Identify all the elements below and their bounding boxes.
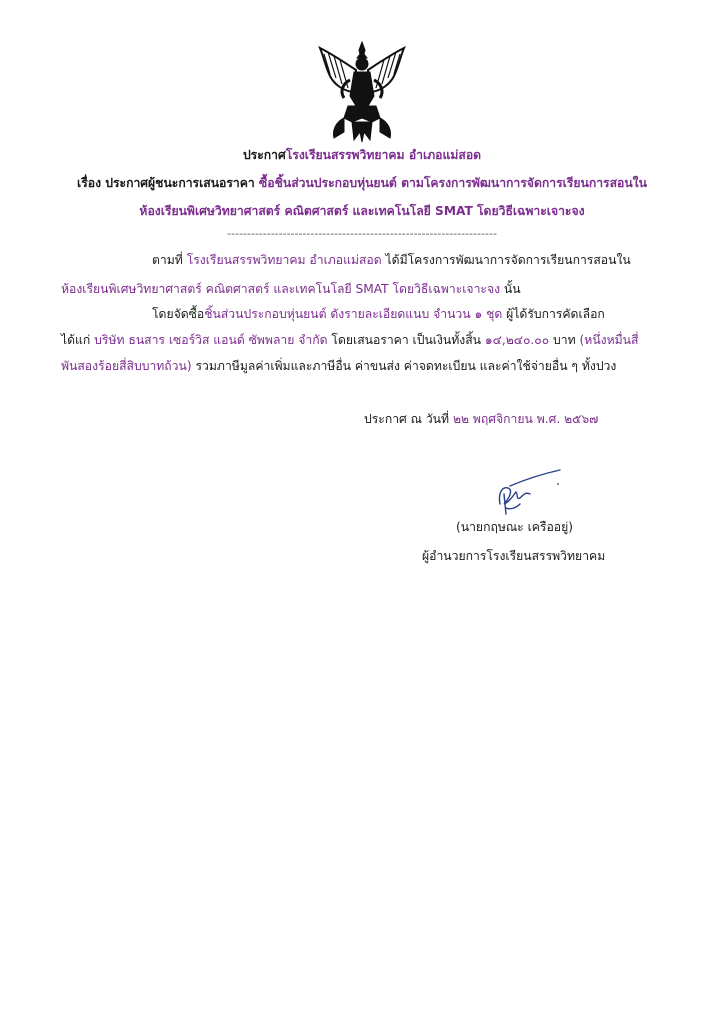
paragraph-line-1 <box>152 251 631 270</box>
paragraph-line-3 <box>152 305 605 324</box>
p5-text: รวมภาษีมูลค่าเพิ่มและภาษีอื่น ค่าขนส่ง ค่าจดทะเบียน และค่าใช้จ่ายอื่น ๆ ทั้งปวง <box>191 359 617 373</box>
school-name: โรงเรียนสรรพวิทยาคม อำเภอแม่สอด <box>285 148 482 162</box>
divider: -------------------------------------------------------------------- <box>227 227 497 240</box>
garuda-emblem-icon <box>314 40 410 144</box>
amount-words-end: พันสองร้อยสี่สิบบาทถ้วน) <box>61 359 192 373</box>
p3-end: ผู้ได้รับการคัดเลือก <box>502 307 605 321</box>
p1-school: โรงเรียนสรรพวิทยาคม อำเภอแม่สอด <box>186 253 382 267</box>
paragraph-line-4 <box>61 331 638 350</box>
signer-position: ผู้อำนวยการโรงเรียนสรรพวิทยาคม <box>422 549 606 563</box>
subject-prefix: เรื่อง ประกาศผู้ชนะการเสนอราคา <box>77 176 259 190</box>
title-prefix: ประกาศ <box>242 148 286 162</box>
subject-line <box>0 174 724 193</box>
announcement-date <box>364 410 598 429</box>
p2-end: นั้น <box>500 282 521 296</box>
amount-words-start: (หนึ่งหมื่นสี่ <box>579 333 639 347</box>
p3-item: ชิ้นส่วนประกอบหุ่นยนต์ ดังรายละเอียดแนบ จำนวน ๑ ชุด <box>204 307 503 321</box>
p1-text: ตามที่ <box>152 253 187 267</box>
paragraph-line-2 <box>61 280 521 299</box>
p3-text: โดยจัดซื้อ <box>152 307 205 321</box>
signer-name: (นายกฤษณะ เครืออยู่) <box>456 520 573 534</box>
handwritten-signature <box>480 464 570 520</box>
p4-text: ได้แก่ <box>61 333 95 347</box>
date-prefix: ประกาศ ณ วันที่ <box>364 412 453 426</box>
paragraph-line-5 <box>61 357 616 376</box>
date-value: ๒๒ พฤศจิกายน พ.ศ. ๒๕๖๗ <box>452 412 599 426</box>
p4-text-mid: โดยเสนอราคา เป็นเงินทั้งสิ้น <box>327 333 485 347</box>
announcement-title <box>0 146 724 165</box>
winner-company: บริษัท ธนสาร เซอร์วิส แอนด์ ซัพพลาย จำกัด <box>94 333 328 347</box>
p1-text-end: ได้มีโครงการพัฒนาการจัดการเรียนการสอนใน <box>381 253 631 267</box>
subject-text: ซื้อชิ้นส่วนประกอบหุ่นยนต์ ตามโครงการพัฒนาการจัดการเรียนการสอนใน <box>259 176 647 190</box>
p2-project: ห้องเรียนพิเศษวิทยาศาสตร์ คณิตศาสตร์ และเทคโนโลยี SMAT โดยวิธีเฉพาะเจาะจง <box>61 282 501 296</box>
subject-continuation: ห้องเรียนพิเศษวิทยาศาสตร์ คณิตศาสตร์ และเทคโนโลยี SMAT โดยวิธีเฉพาะเจาะจง <box>139 204 585 218</box>
p4-currency: บาท <box>549 333 580 347</box>
bid-amount: ๑๔,๒๔๐.๐๐ <box>484 333 550 347</box>
